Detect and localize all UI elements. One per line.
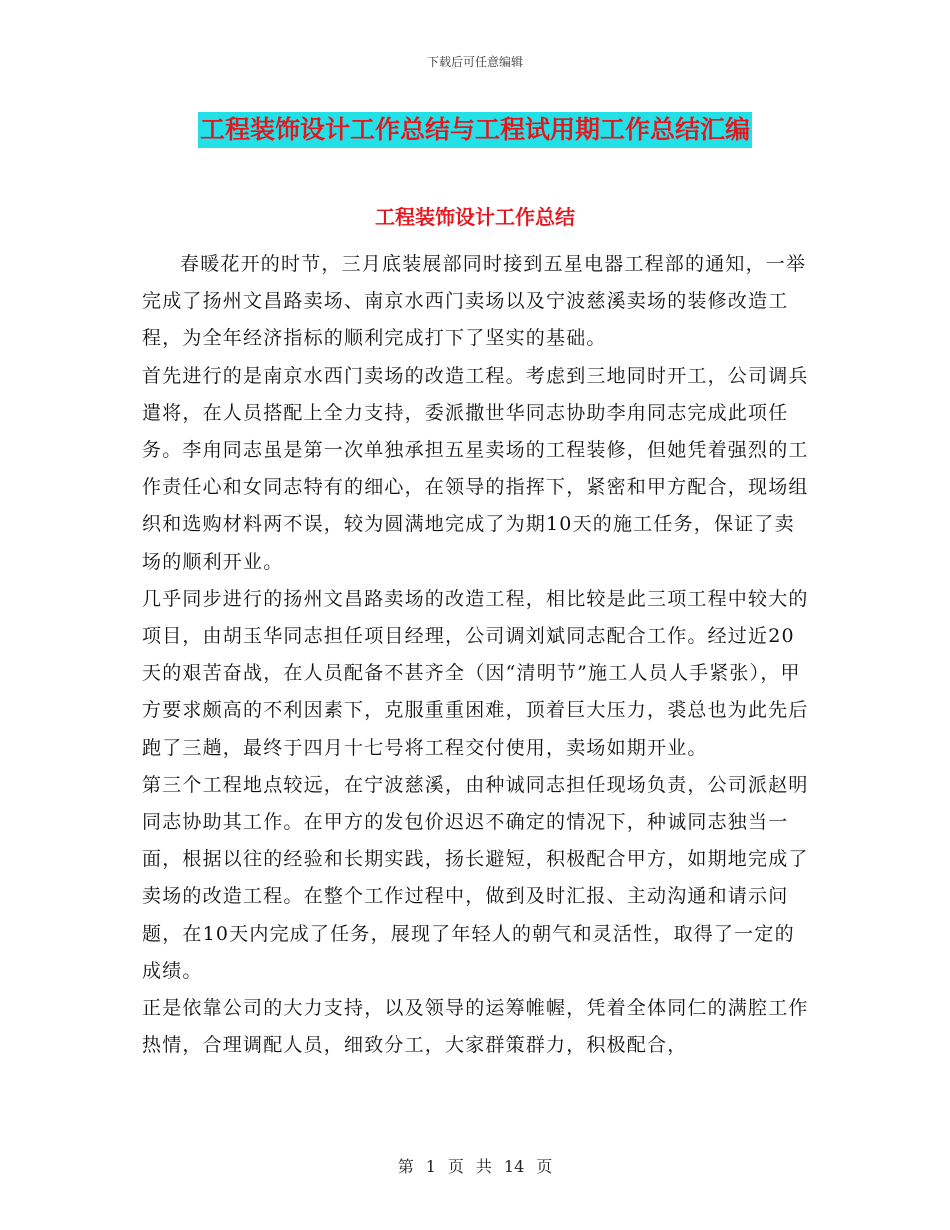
paragraph: 春暖花开的时节，三月底装展部同时接到五星电器工程部的通知，一举完成了扬州文昌路卖场、南京水西门卖场以及宁波慈溪卖场的装修改造工程，为全年经济指标的顺利完成打下了坚实的基础。: [142, 253, 807, 350]
header-note: 下载后可任意编辑: [426, 55, 523, 69]
paragraph: 第三个工程地点较远，在宁波慈溪，由种诚同志担任现场负责，公司派赵明同志协助其工作。在甲方的发包价迟迟不确定的情况下，种诚同志独当一面，根据以往的经验和长期实践，扬长避短，积极配合甲方，如期地完成了卖场的改造工程。在整个工作过程中，做到及时汇报、主动沟通和请示问题，在10天内完成了任务，展现了年轻人的朝气和灵活性，取得了一定的成绩。: [142, 773, 809, 982]
page-prefix: 第: [397, 1157, 414, 1176]
page-total: 14: [503, 1157, 525, 1176]
document-title-container: [0, 112, 950, 148]
page-number-footer: [0, 1154, 950, 1177]
section-title: 工程装饰设计工作总结: [375, 205, 575, 229]
paragraph: 首先进行的是南京水西门卖场的改造工程。考虑到三地同时开工，公司调兵遣将，在人员搭配上全力支持，委派撒世华同志协助李甪同志完成此项任务。李甪同志虽是第一次单独承担五星卖场的工程装修，但她凭着强烈的工作责任心和女同志特有的细心，在领导的指挥下，紧密和甲方配合，现场组织和选购材料两不误，较为圆满地完成了为期10天的施工任务，保证了卖场的顺利开业。: [142, 364, 809, 573]
document-title: 工程装饰设计工作总结与工程试用期工作总结汇编: [198, 112, 752, 148]
paragraph: 正是依靠公司的大力支持，以及领导的运筹帷幄，凭着全体同仁的满腔工作热情，合理调配人员，细致分工，大家群策群力，积极配合，: [142, 997, 809, 1057]
page-mid: 页: [447, 1157, 464, 1176]
paragraph: 几乎同步进行的扬州文昌路卖场的改造工程，相比较是此三项工程中较大的项目，由胡玉华同志担任项目经理，公司调刘斌同志配合工作。经过近20天的艰苦奋战，在人员配备不甚齐全（因“清明节”施工人员人手紧张），甲方要求颇高的不利因素下，克服重重困难，顶着巨大压力，裘总也为此先后跑了三趟，最终于四月十七号将工程交付使用，卖场如期开业。: [142, 587, 809, 759]
page-total-prefix: 共: [475, 1157, 492, 1176]
page-suffix: 页: [536, 1157, 553, 1176]
page-current: 1: [425, 1157, 436, 1176]
document-body: [142, 246, 810, 1064]
